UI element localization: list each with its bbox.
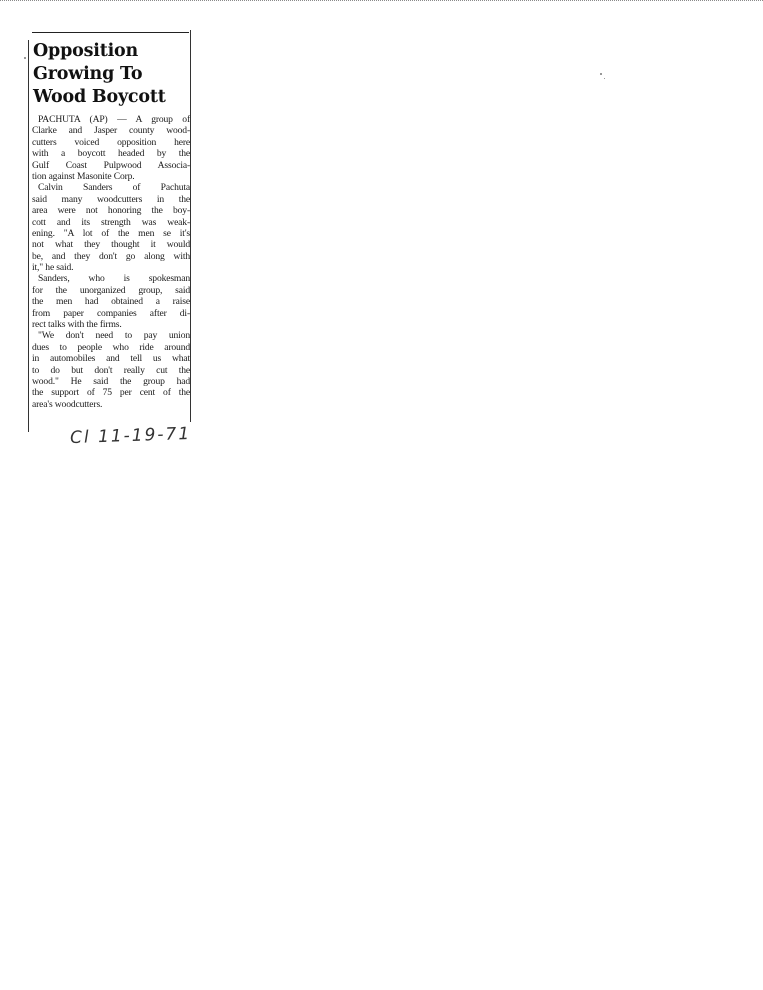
article-text-line: the support of 75 per cent of the <box>32 387 190 399</box>
article-text-line: it," he said. <box>32 262 74 274</box>
article-text-line: area were not honoring the boy- <box>32 205 190 217</box>
article-text-line: not what they thought it would <box>32 239 190 251</box>
article-text-line: be, and they don't go along with <box>32 250 190 262</box>
scan-speck <box>604 78 605 79</box>
article-body <box>32 114 190 410</box>
article-text-line: the men had obtained a raise <box>32 296 190 308</box>
article-text-line: PACHUTA (AP) — A group of <box>38 114 190 125</box>
newspaper-clipping <box>27 30 193 423</box>
article-text-line: rect talks with the firms. <box>32 319 122 331</box>
article-text-line: Gulf Coast Pulpwood Associa- <box>32 159 190 171</box>
article-text-line: Sanders, who is spokesman <box>38 273 190 285</box>
scan-speck <box>24 57 26 59</box>
article-text-line: ening. "A lot of the men se it's <box>32 227 190 239</box>
article-text-line: Calvin Sanders of Pachuta <box>38 182 190 194</box>
handwritten-date-annotation: Cl 11-19-71 <box>69 423 192 449</box>
headline-line: Growing To <box>33 64 143 84</box>
article-text-line: tion against Masonite Corp. <box>32 170 135 182</box>
article-headline <box>33 40 183 109</box>
headline-line: Opposition <box>33 41 139 61</box>
article-text-line: "We don't need to pay union <box>38 330 190 342</box>
column-top-rule <box>32 32 189 33</box>
article-text-line: with a boycott headed by the <box>32 148 190 160</box>
article-text-line: cutters voiced opposition here <box>32 136 190 148</box>
article-text-line: in automobiles and tell us what <box>32 353 190 365</box>
article-text-line: to do but don't really cut the <box>32 364 190 376</box>
column-left-rule <box>28 40 29 432</box>
article-text-line: Clarke and Jasper county wood- <box>32 125 190 137</box>
article-text-line: dues to people who ride around <box>32 341 190 353</box>
headline-line: Wood Boycott <box>33 87 166 107</box>
article-text-line: for the unorganized group, said <box>32 284 190 296</box>
scan-speck <box>600 73 602 75</box>
article-text-line: wood." He said the group had <box>32 375 190 387</box>
column-right-rule <box>190 30 191 422</box>
article-text-line: from paper companies after di- <box>32 307 190 319</box>
page-top-dotted-border <box>0 0 763 1</box>
article-text-line: cott and its strength was weak- <box>32 216 190 228</box>
article-text-line: area's woodcutters. <box>32 398 103 410</box>
article-text-line: said many woodcutters in the <box>32 193 190 205</box>
